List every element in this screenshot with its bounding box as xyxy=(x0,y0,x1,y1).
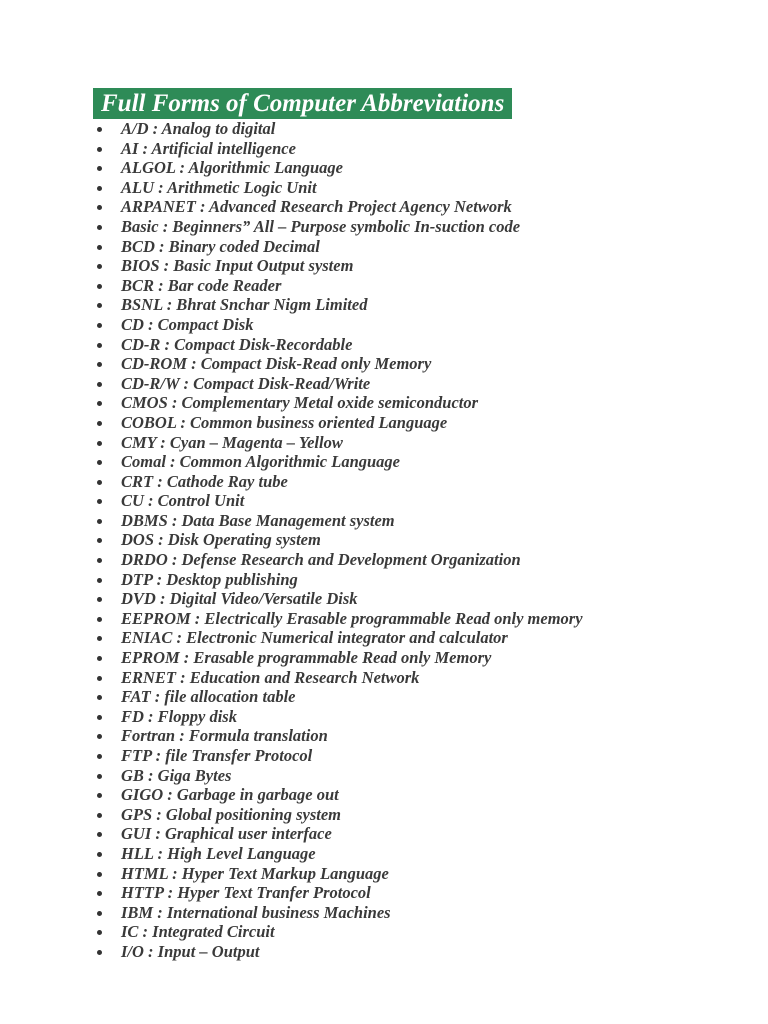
list-item-text: ARPANET : Advanced Research Project Agency Network xyxy=(121,197,512,217)
list-item-text: Fortran : Formula translation xyxy=(121,726,328,746)
bullet-icon xyxy=(97,872,102,877)
bullet-icon xyxy=(97,754,102,759)
list-item-text: HTTP : Hyper Text Tranfer Protocol xyxy=(121,883,371,903)
bullet-icon xyxy=(97,401,102,406)
list-item-text: CD-R/W : Compact Disk-Read/Write xyxy=(121,373,371,393)
list-item-text: CD-ROM : Compact Disk-Read only Memory xyxy=(121,354,432,374)
bullet-icon xyxy=(97,480,102,485)
bullet-icon xyxy=(97,382,102,387)
list-item-text: GPS : Global positioning system xyxy=(121,804,342,824)
list-item-text: I/O : Input – Output xyxy=(121,941,260,961)
bullet-icon xyxy=(97,793,102,798)
list-item-text: HLL : High Level Language xyxy=(121,843,316,863)
bullet-icon xyxy=(97,166,102,171)
list-item-text: GIGO : Garbage in garbage out xyxy=(121,785,339,805)
list-item-text: Comal : Common Algorithmic Language xyxy=(121,452,401,472)
list-item-text: FAT : file allocation table xyxy=(121,687,296,707)
bullet-icon xyxy=(97,558,102,563)
bullet-icon xyxy=(97,930,102,935)
bullet-icon xyxy=(97,578,102,583)
list-item-text: Basic : Beginners” All – Purpose symbolic In-suction code xyxy=(121,216,521,236)
bullet-icon xyxy=(97,715,102,720)
list-item-text: ALGOL : Algorithmic Language xyxy=(121,158,343,178)
list-item-text: CD-R : Compact Disk-Recordable xyxy=(121,334,353,354)
list-item-text: CMOS : Complementary Metal oxide semiconductor xyxy=(121,393,479,413)
bullet-icon xyxy=(97,284,102,289)
bullet-icon xyxy=(97,911,102,916)
bullet-icon xyxy=(97,205,102,210)
bullet-icon xyxy=(97,186,102,191)
bullet-icon xyxy=(97,656,102,661)
bullet-icon xyxy=(97,636,102,641)
bullet-icon xyxy=(97,774,102,779)
bullet-icon xyxy=(97,852,102,857)
bullet-icon xyxy=(97,499,102,504)
list-item-text: CU : Control Unit xyxy=(121,491,245,511)
bullet-icon xyxy=(97,832,102,837)
bullet-icon xyxy=(97,245,102,250)
list-item-text: IBM : International business Machines xyxy=(121,902,391,922)
bullet-icon xyxy=(97,303,102,308)
list-item-text: BCR : Bar code Reader xyxy=(121,275,282,295)
list-item-text: BIOS : Basic Input Output system xyxy=(121,256,354,276)
bullet-icon xyxy=(97,676,102,681)
bullet-icon xyxy=(97,460,102,465)
bullet-icon xyxy=(97,538,102,543)
list-item-text: ERNET : Education and Research Network xyxy=(121,667,420,687)
bullet-icon xyxy=(97,127,102,132)
bullet-icon xyxy=(97,225,102,230)
list-item-text: CD : Compact Disk xyxy=(121,314,254,334)
list-item-text: FD : Floppy disk xyxy=(121,706,237,726)
bullet-icon xyxy=(97,147,102,152)
bullet-icon xyxy=(97,441,102,446)
list-item-text: BSNL : Bhrat Snchar Nigm Limited xyxy=(121,295,368,315)
list-item-text: EEPROM : Electrically Erasable programmable Read only memory xyxy=(121,608,583,628)
list-item-text: DRDO : Defense Research and Development Organization xyxy=(121,550,521,570)
bullet-icon xyxy=(97,950,102,955)
bullet-icon xyxy=(97,519,102,524)
bullet-icon xyxy=(97,343,102,348)
list-item-text: DTP : Desktop publishing xyxy=(121,569,298,589)
bullet-icon xyxy=(97,617,102,622)
bullet-icon xyxy=(97,597,102,602)
bullet-icon xyxy=(97,421,102,426)
list-item-text: COBOL : Common business oriented Language xyxy=(121,412,448,432)
list-item-text: DBMS : Data Base Management system xyxy=(121,510,395,530)
list-item-text: FTP : file Transfer Protocol xyxy=(121,746,313,765)
bullet-icon xyxy=(97,264,102,269)
list-item-text: DVD : Digital Video/Versatile Disk xyxy=(121,589,358,609)
bullet-icon xyxy=(97,323,102,328)
page-title: Full Forms of Computer Abbreviations xyxy=(93,88,512,119)
list-item-text: EPROM : Erasable programmable Read only Memory xyxy=(121,648,492,668)
list-item-text: IC : Integrated Circuit xyxy=(121,922,275,942)
bullet-icon xyxy=(97,695,102,700)
list-item-text: ENIAC : Electronic Numerical integrator and calculator xyxy=(121,628,508,648)
list-item-text: CMY : Cyan – Magenta – Yellow xyxy=(121,432,343,452)
list-item-text: HTML : Hyper Text Markup Language xyxy=(121,863,389,883)
list-item-text: GB : Giga Bytes xyxy=(121,765,232,785)
list-item-text: GUI : Graphical user interface xyxy=(121,824,332,844)
bullet-icon xyxy=(97,362,102,367)
bullet-icon xyxy=(97,891,102,896)
list-item-text: CRT : Cathode Ray tube xyxy=(121,471,288,491)
list-item-text: ALU : Arithmetic Logic Unit xyxy=(121,177,317,197)
list-item-text: DOS : Disk Operating system xyxy=(121,530,321,550)
list-item-text: BCD : Binary coded Decimal xyxy=(121,236,320,256)
bullet-icon xyxy=(97,813,102,818)
list-item-text: A/D : Analog to digital xyxy=(121,119,276,138)
bullet-icon xyxy=(97,734,102,739)
list-item-text: AI : Artificial intelligence xyxy=(121,138,296,158)
